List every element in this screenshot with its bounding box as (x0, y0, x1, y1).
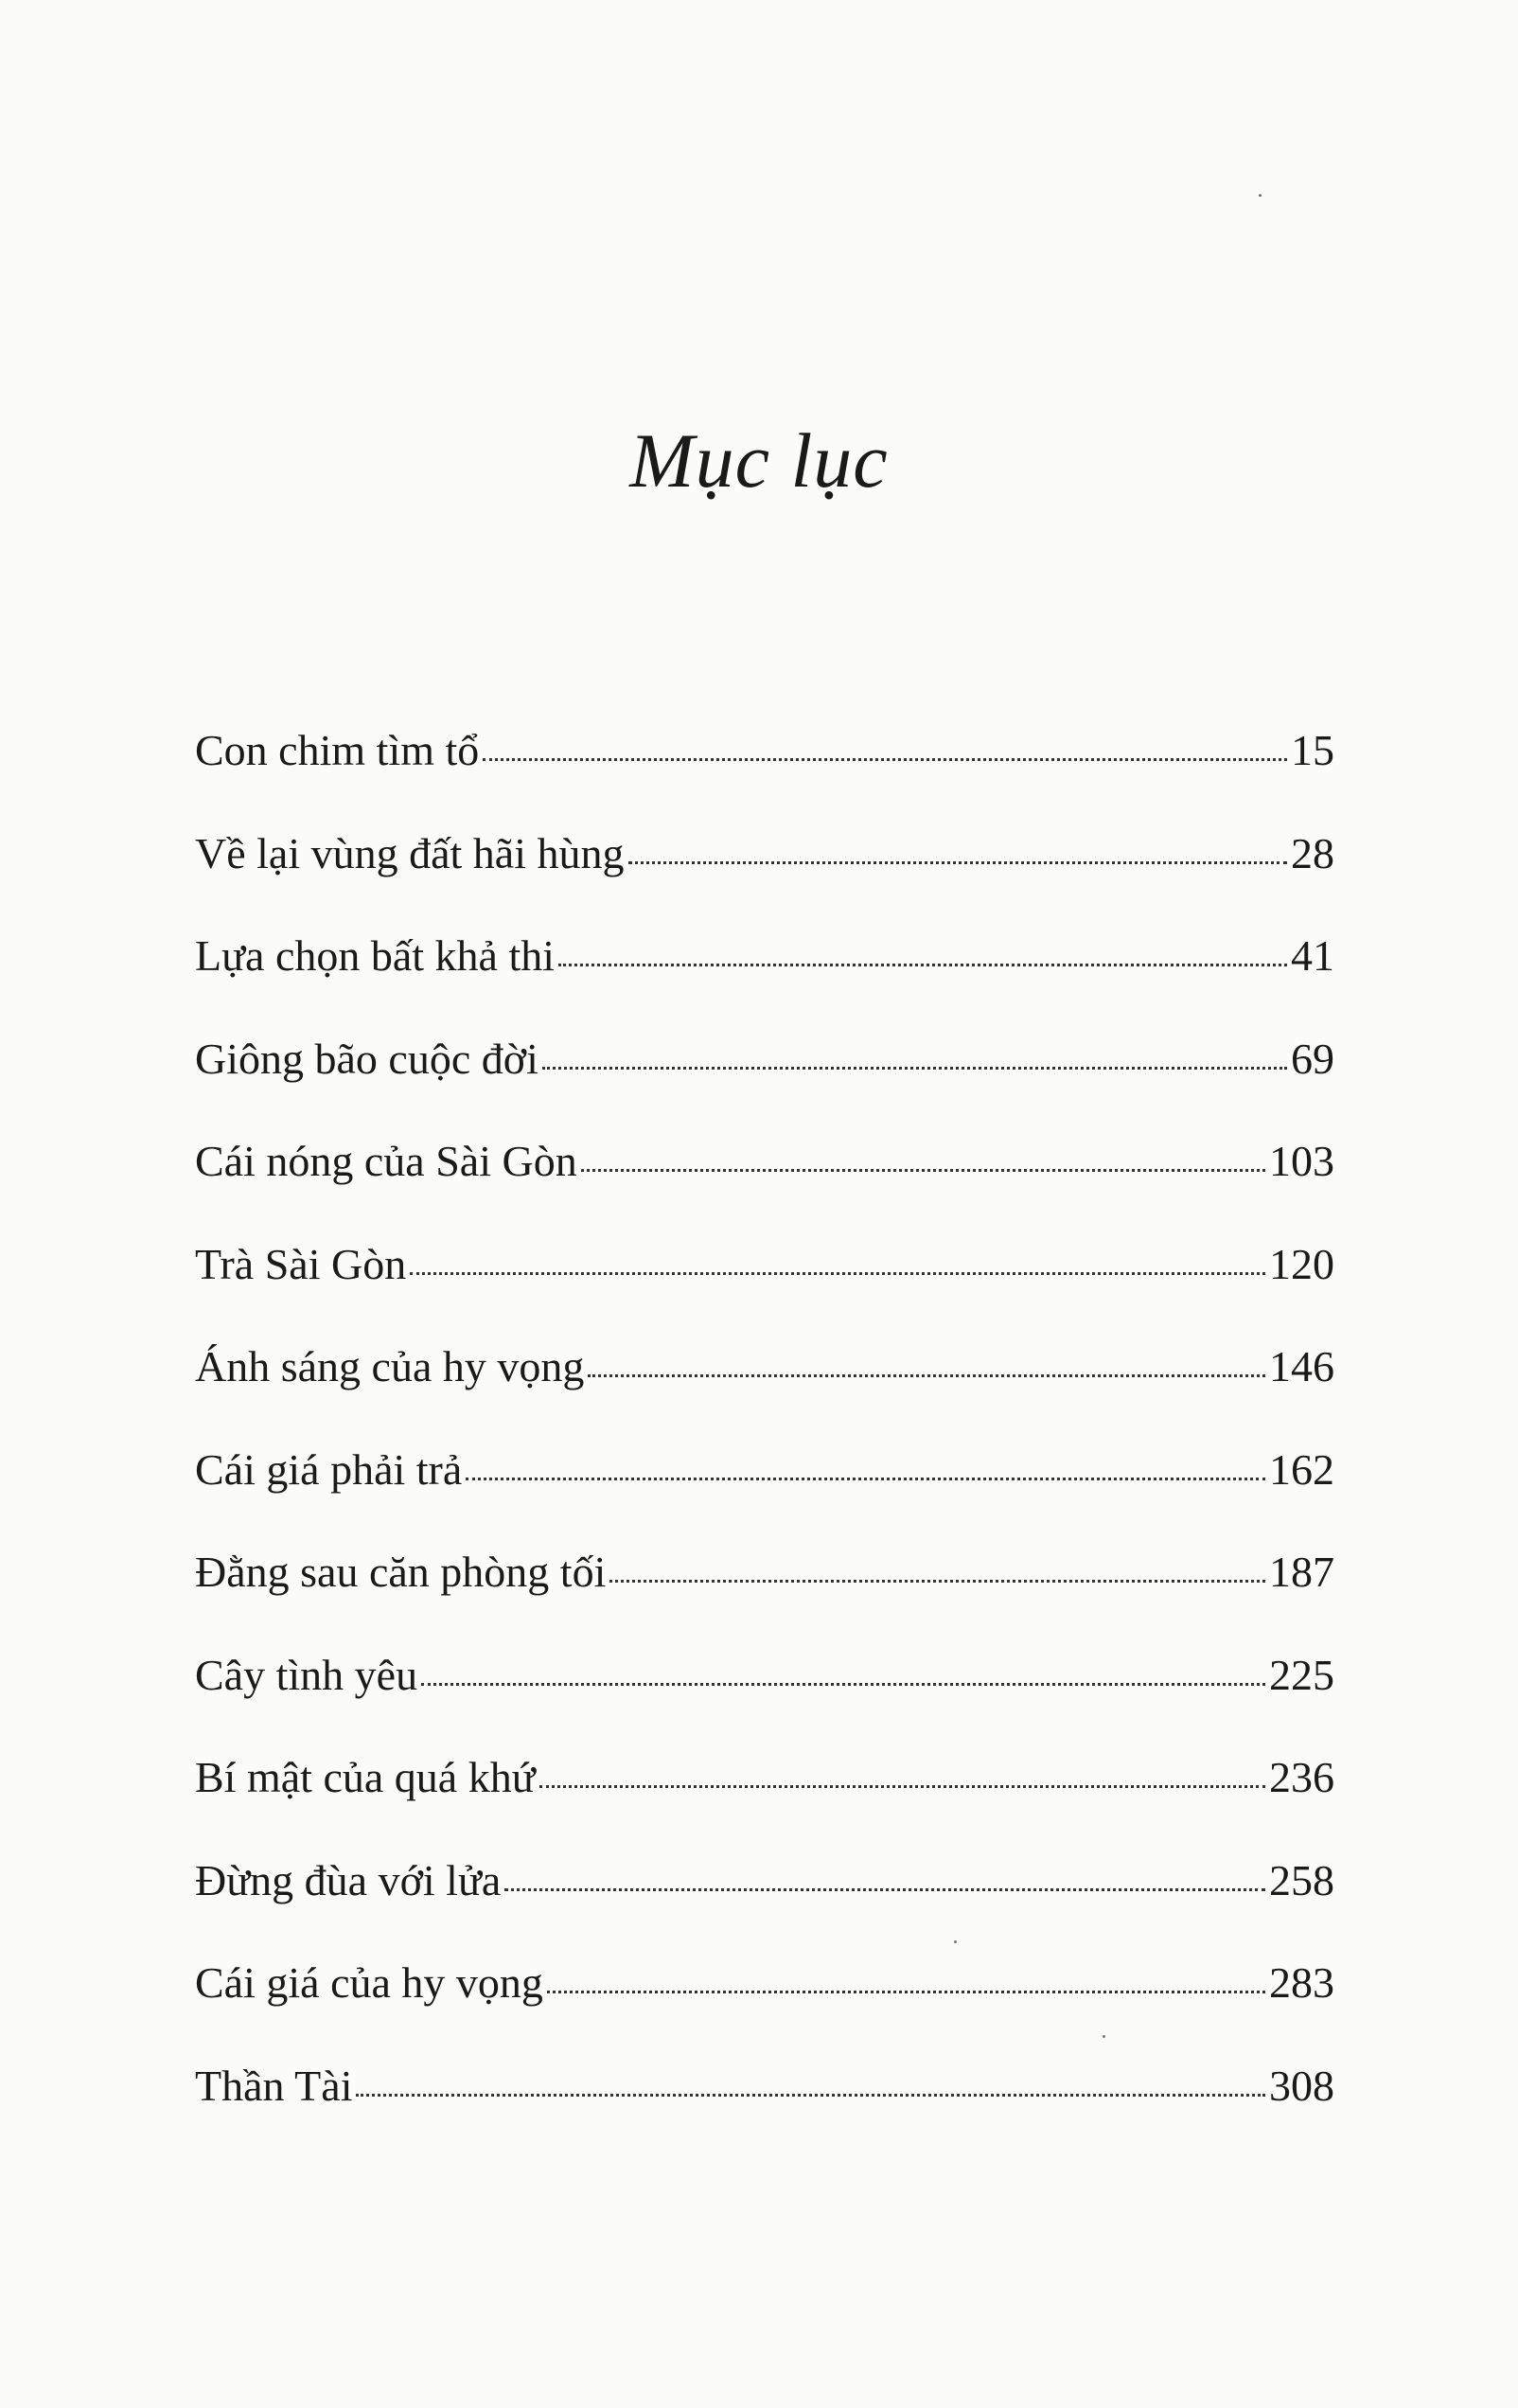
toc-entry (195, 931, 1334, 1037)
toc-dot-leader (466, 1478, 1265, 1480)
toc-dot-leader (504, 1888, 1265, 1891)
toc-entry-page: 41 (1291, 931, 1334, 980)
toc-entry-title: Trà Sài Gòn (195, 1239, 407, 1288)
toc-entry-title: Lựa chọn bất khả thi (195, 931, 556, 980)
toc-entry-page: 15 (1291, 726, 1334, 774)
toc-entry-page: 28 (1291, 828, 1334, 877)
toc-entry (195, 2061, 1334, 2168)
toc-entry-title: Về lại vùng đất hãi hùng (195, 828, 625, 877)
paper-speck (1259, 194, 1262, 197)
toc-entry (195, 1034, 1334, 1141)
toc-entry-page: 162 (1269, 1444, 1334, 1494)
toc-entry-title: Bí mật của quá khứ (195, 1753, 536, 1801)
toc-dot-leader (539, 1785, 1265, 1788)
toc-dot-leader (356, 2094, 1265, 2097)
toc-entry-page: 258 (1269, 1855, 1334, 1904)
toc-entry-page: 146 (1269, 1342, 1334, 1390)
toc-entry-title: Đằng sau căn phòng tối (195, 1548, 607, 1596)
toc-entry (195, 828, 1334, 935)
toc-entry (195, 1753, 1334, 1859)
toc-entry (195, 1444, 1334, 1551)
toc-entry-title: Cái giá phải trả (195, 1444, 463, 1494)
toc-entry (195, 1342, 1334, 1448)
toc-entry-page: 283 (1269, 1958, 1334, 2007)
toc-entry (195, 1855, 1334, 1962)
toc-title: Mục lục (629, 417, 889, 504)
toc-entry (195, 726, 1334, 832)
toc-entry-title: Thần Tài (195, 2061, 353, 2110)
toc-entry (195, 1650, 1334, 1757)
toc-entry-page: 308 (1269, 2061, 1334, 2110)
toc-dot-leader (421, 1683, 1265, 1686)
toc-entry-page: 225 (1269, 1650, 1334, 1699)
paper-speck (954, 1940, 957, 1943)
toc-entry-title: Cái giá của hy vọng (195, 1958, 543, 2007)
toc-entry (195, 1550, 1334, 1654)
toc-dot-leader (609, 1580, 1265, 1583)
toc-dot-leader (542, 1067, 1287, 1070)
paper-speck (1103, 2035, 1105, 2038)
toc-entry-page: 103 (1269, 1137, 1334, 1185)
toc-entry-title: Ánh sáng của hy vọng (195, 1342, 585, 1390)
toc-entry (195, 1239, 1334, 1346)
toc-entry-page: 69 (1291, 1034, 1334, 1083)
toc-entry (195, 1137, 1334, 1243)
toc-entry-page: 236 (1269, 1753, 1334, 1801)
toc-dot-leader (581, 1169, 1265, 1172)
toc-dot-leader (588, 1374, 1265, 1377)
toc-entry-title: Cây tình yêu (195, 1650, 418, 1699)
toc-dot-leader (483, 758, 1287, 761)
toc-entry-title: Giông bão cuộc đời (195, 1034, 538, 1083)
toc-entry-title: Đừng đùa với lửa (195, 1855, 502, 1904)
toc-entry-title: Con chim tìm tổ (195, 726, 480, 774)
toc-dot-leader (547, 1991, 1265, 1993)
toc-list (195, 726, 1334, 2167)
toc-dot-leader (558, 964, 1287, 966)
toc-entry (195, 1958, 1334, 2064)
toc-entry-page: 187 (1269, 1548, 1334, 1596)
toc-dot-leader (410, 1272, 1265, 1275)
toc-entry-title: Cái nóng của Sài Gòn (195, 1137, 577, 1185)
toc-dot-leader (628, 861, 1287, 864)
toc-entry-page: 120 (1269, 1239, 1334, 1288)
